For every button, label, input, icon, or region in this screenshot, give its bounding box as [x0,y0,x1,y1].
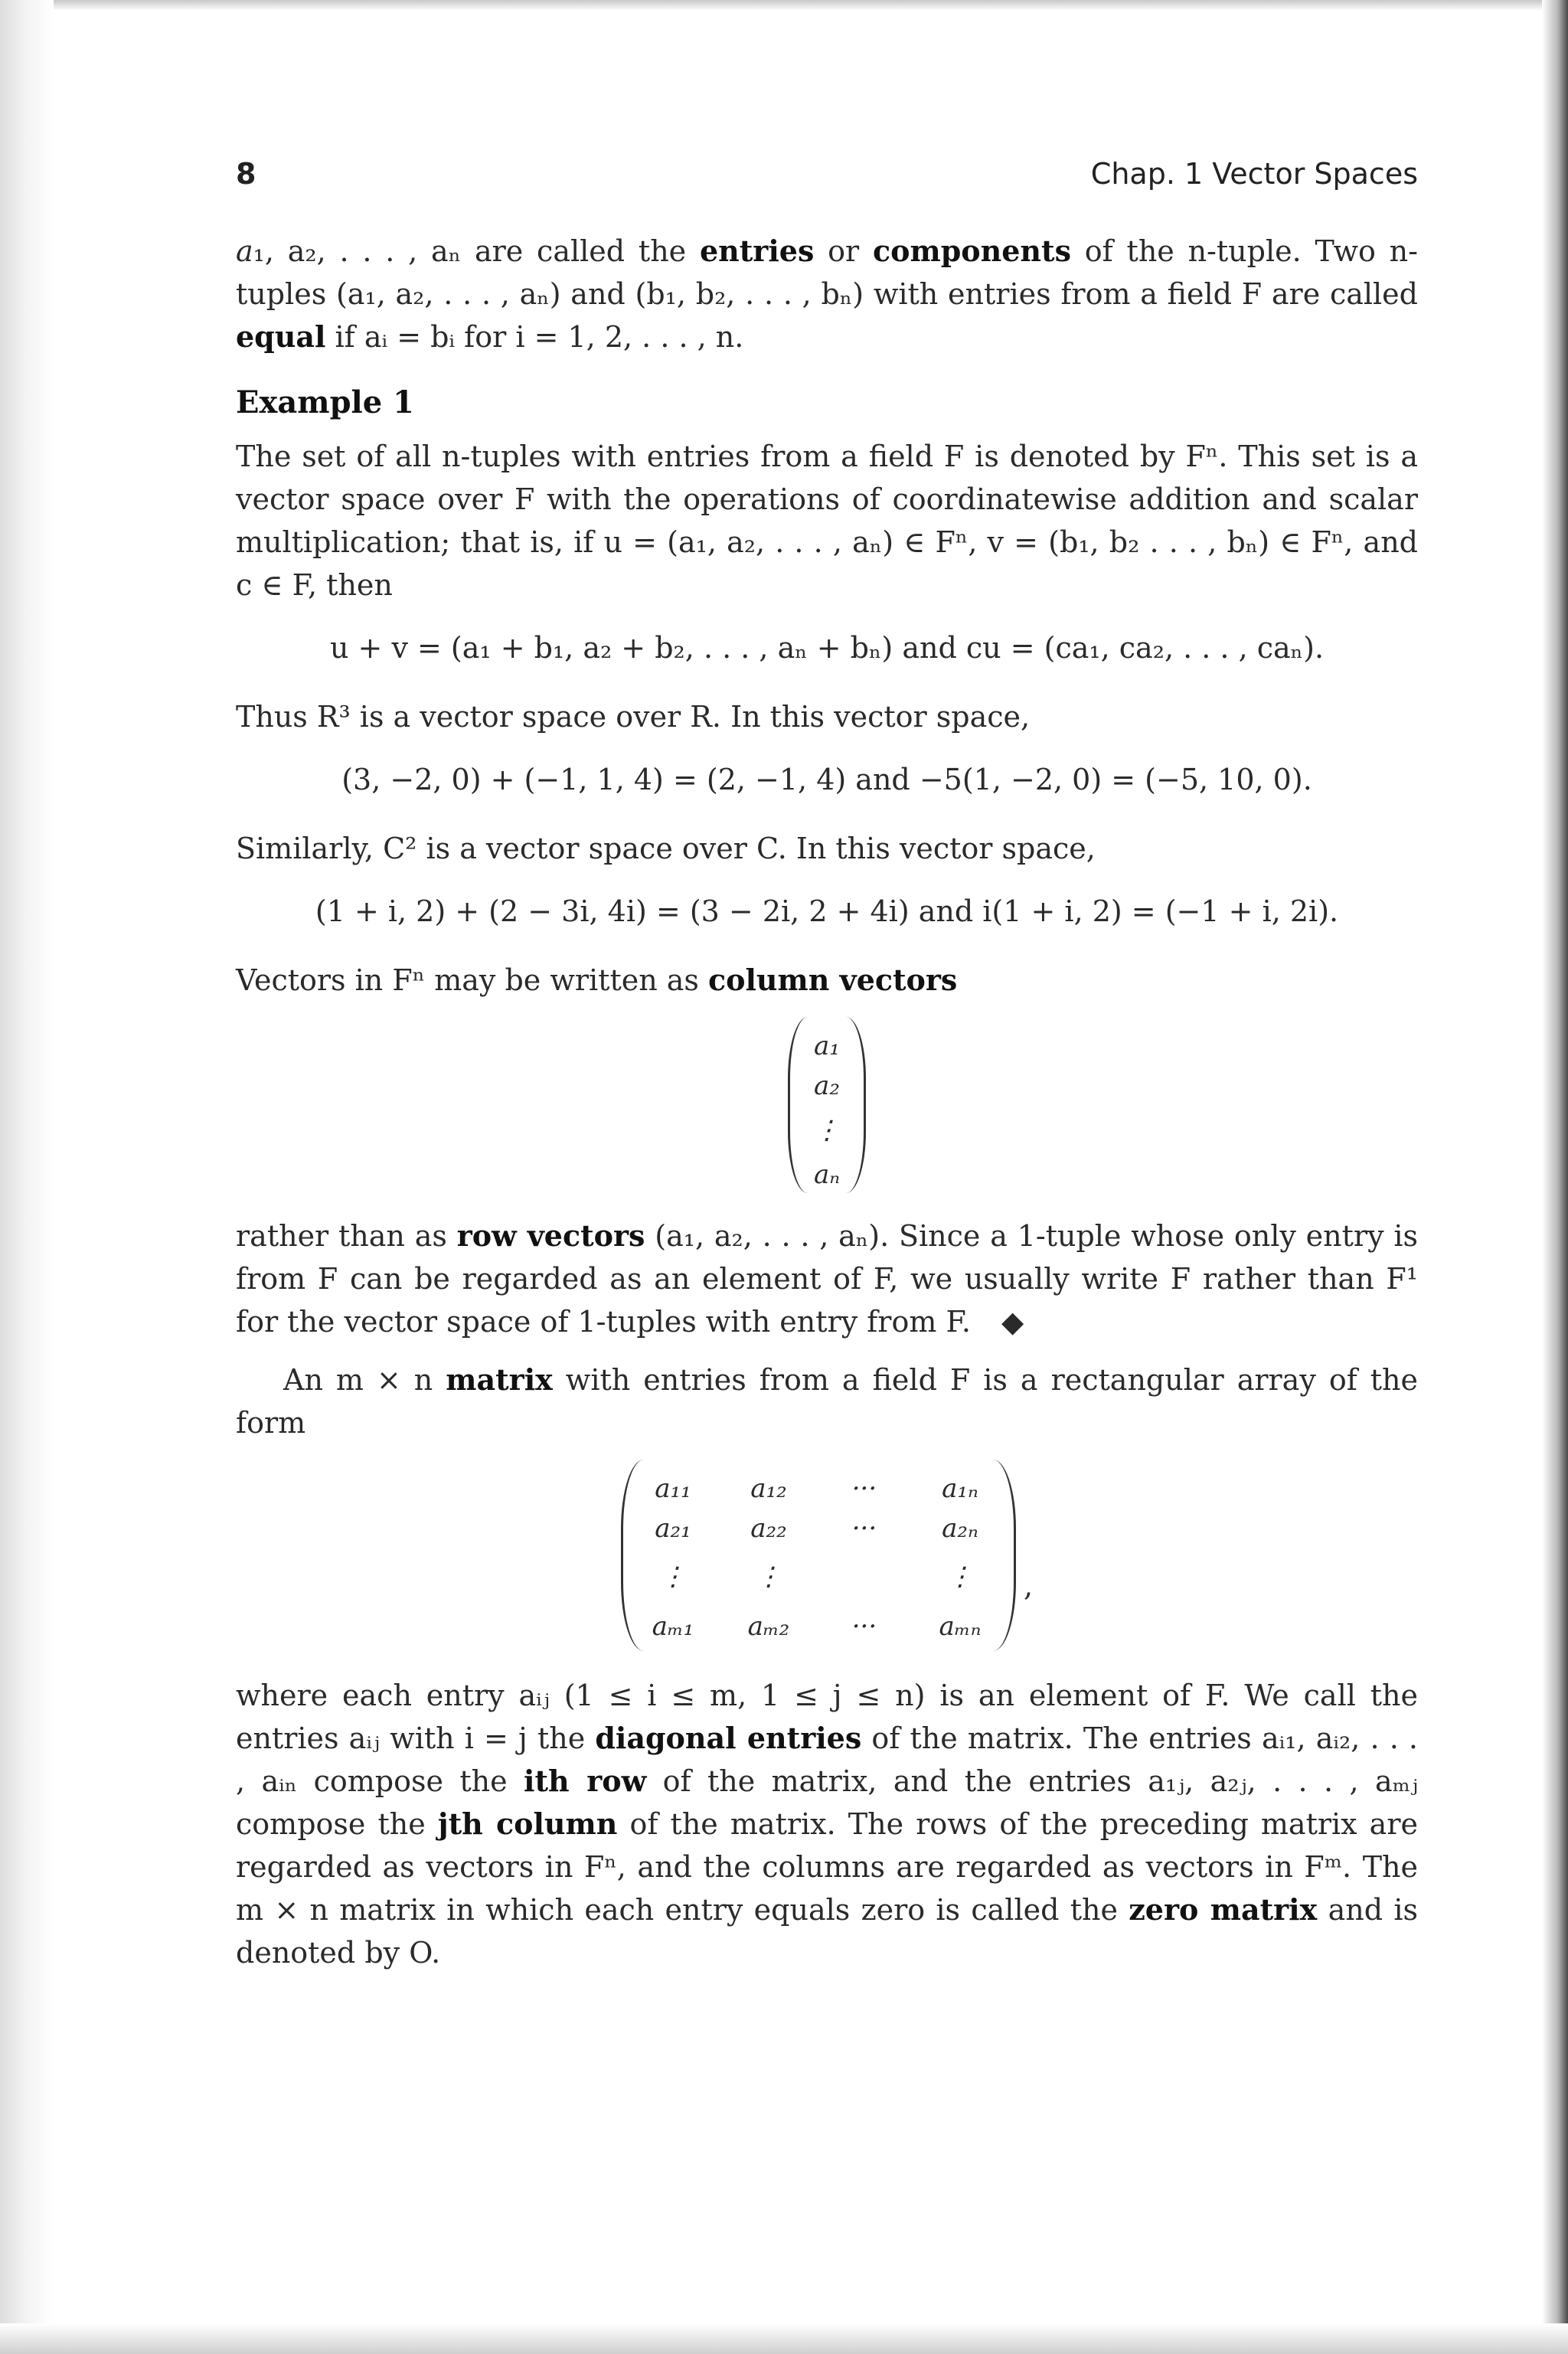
paragraph-r3: Thus R³ is a vector space over R. In this vector space, [236,700,1031,734]
page-edge-bottom [0,2323,1568,2354]
page-edge-right [1542,0,1568,2354]
term-jth-column: jth column [437,1806,618,1841]
matrix-cell: ⋮ [659,1561,686,1592]
text-run: rather than as [236,1219,457,1253]
matrix-cell: aₘ₁ [652,1611,694,1642]
text-run: of the matrix. The entries aᵢ₁, aᵢ₂, . . . , aᵢₙ compose the [236,1721,1419,1798]
matrix-cell: ··· [851,1473,877,1504]
matrix-cell: ⋮ [755,1561,782,1592]
text-run: An m × n [283,1363,446,1397]
matrix-cell: a₁₁ [655,1473,691,1504]
matrix-cell: a₂₁ [655,1513,691,1544]
term-row-vectors: row vectors [456,1218,645,1253]
paragraph-c2: Similarly, C² is a vector space over C. In this vector space, [236,832,1096,865]
matrix-comma: , [1023,1569,1034,1603]
column-vector-display [236,1017,1418,1193]
end-of-example-diamond-icon: ◆ [1001,1305,1024,1339]
paragraph-example-intro: The set of all n-tuples with entries from a field F is denoted by Fⁿ. This set is a vector space over F with the operations of coordinatewise addition and scalar multiplication; that is, if u = (a₁, a₂, . . . , aₙ) ∈ Fⁿ, v = (b₁, b₂ . . . , bₙ) ∈ Fⁿ, and c ∈ F, then [236,440,1418,602]
term-zero-matrix: zero matrix [1129,1892,1318,1927]
term-components: components [873,234,1071,268]
matrix-cell: a₁₂ [750,1473,787,1504]
column-vector-entry: aₙ [813,1159,841,1190]
text-run: or [814,234,873,268]
term-ith-row: ith row [524,1764,647,1798]
matrix-cell: a₂₂ [750,1513,787,1544]
paragraph-column-vectors [236,959,1418,1002]
text-run: of the matrix, and the entries a₁ⱼ, a₂ⱼ, . . . , aₘⱼ compose the [236,1764,1418,1841]
term-matrix: matrix [446,1362,553,1397]
matrix-display [236,1460,1418,1651]
text-run: with entries from a field F is a rectangular array of the form [236,1363,1418,1440]
paragraph-ntuple-definition [236,230,1418,358]
paragraph-matrix-definition [236,1358,1418,1444]
equation-c2-example: (1 + i, 2) + (2 − 3i, 4i) = (3 − 2i, 2 + 4i) and i(1 + i, 2) = (−1 + i, 2i). [315,894,1339,928]
inline-math: a [236,234,253,268]
page-body [236,230,1418,1989]
matrix-cell: a₁ₙ [942,1473,978,1504]
example-heading: Example 1 [236,384,414,420]
matrix-cell: ··· [851,1611,877,1642]
text-run: ₁, a₂, . . . , aₙ are called the [253,234,700,268]
term-diagonal-entries: diagonal entries [595,1721,862,1755]
column-vector [788,1017,866,1193]
text-run: of the matrix. The rows of the preceding matrix are regarded as vectors in Fⁿ, and the columns are regarded as vectors in Fᵐ. The m × n matrix in which each entry equals zero is called the [236,1807,1418,1927]
column-vector-entry: a₂ [814,1071,840,1101]
column-vector-entry: a₁ [814,1031,840,1061]
term-entries: entries [699,234,815,268]
running-title: Chap. 1 Vector Spaces [1090,157,1418,191]
matrix-cell: aₘ₂ [747,1611,790,1642]
page-number: 8 [236,157,256,191]
text-run: Vectors in Fⁿ may be written as [236,963,708,997]
term-column-vectors: column vectors [708,963,958,997]
paragraph-matrix-terms [236,1674,1418,1974]
text-run: if aᵢ = bᵢ for i = 1, 2, . . . , n. [325,320,744,354]
matrix-cell: ··· [851,1513,877,1544]
equation-addition-scalar: u + v = (a₁ + b₁, a₂ + b₂, . . . , aₙ + bₙ) and cu = (ca₁, ca₂, . . . , caₙ). [329,631,1325,665]
text-run: and is denoted by O. [236,1893,1418,1970]
page-edge-left [0,0,54,2354]
equation-r3-example: (3, −2, 0) + (−1, 1, 4) = (2, −1, 4) and −5(1, −2, 0) = (−5, 10, 0). [341,763,1312,796]
term-equal: equal [236,319,326,354]
matrix-cell: aₘₙ [939,1611,982,1642]
paragraph-row-vectors [236,1215,1418,1343]
column-vector-entry: ⋮ [814,1115,840,1146]
matrix [621,1460,1016,1651]
matrix-cell: a₂ₙ [942,1513,978,1544]
text-run: where each entry aᵢⱼ (1 ≤ i ≤ m, 1 ≤ j ≤ n) is an element of F. We call the entries aᵢⱼ with i = j the [236,1679,1418,1755]
text-run: of the n-tuple. Two n-tuples (a₁, a₂, . . . , aₙ) and (b₁, b₂, . . . , bₙ) with entries from a field F are called [236,234,1418,311]
page-edge-top [0,0,1568,11]
text-run: (a₁, a₂, . . . , aₙ). Since a 1-tuple whose only entry is from F can be regarded as an element of F, we usually write F rather than F¹ for the vector space of 1-tuples with entry from F. [236,1219,1419,1339]
matrix-cell: ⋮ [946,1561,973,1592]
